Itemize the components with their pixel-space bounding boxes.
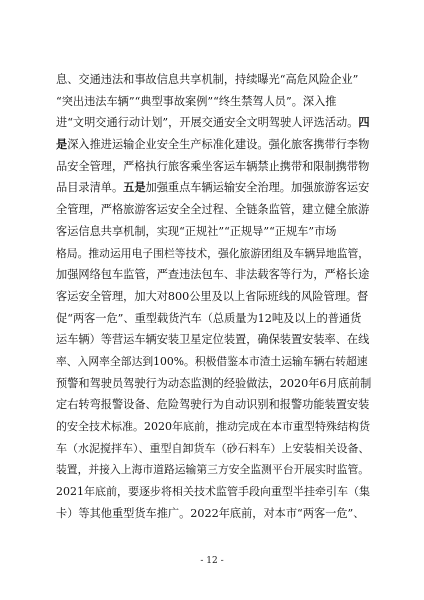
text-segment: 进“文明交通行动计划”，开展交通安全文明驾驶人评选活动。	[56, 116, 359, 130]
text-segment: 品目录清单。	[56, 181, 124, 195]
text-line	[56, 264, 372, 286]
body-text	[56, 69, 372, 524]
text-segment: 品安全管理，严格执行旅客乘坐客运车辆禁止携带和限制携带物	[56, 159, 370, 173]
text-line	[56, 459, 372, 481]
text-segment: 定右转弯报警设备、危险驾驶行为自动识别和报警功能装置安装	[56, 398, 370, 412]
text-line	[56, 134, 372, 156]
text-segment: 客运信息共享机制，实现“正规社”“正规导”“正规车”市场	[56, 224, 337, 238]
text-segment: 加强网络包车监管，严查违法包车、非法载客等行为，严格长途	[56, 268, 370, 282]
text-line	[56, 308, 372, 330]
text-line	[56, 91, 372, 113]
text-line	[56, 243, 372, 265]
text-line	[56, 438, 372, 460]
text-line	[56, 156, 372, 178]
text-segment: 车（水泥搅拌车）、重型自卸货车（砂石料车）上安装相关设备、	[56, 441, 370, 455]
text-segment: 率、入网率全部达到100%。积极借鉴本市渣土运输车辆右转超速	[56, 354, 368, 368]
text-line	[56, 286, 372, 308]
text-line	[56, 177, 372, 199]
page-number: - 12 -	[200, 556, 224, 566]
text-line	[56, 329, 372, 351]
text-line	[56, 481, 372, 503]
bold-text-segment: 是	[56, 137, 68, 152]
text-segment: 加强重点车辆运输安全治理。加强旅游客运安	[145, 181, 370, 195]
text-segment: 息、交通违法和事故信息共享机制，持续曝光“高危风险企业”	[56, 73, 359, 86]
text-segment: 运车辆）等营运车辆安装卫星定位装置，确保装置安装率、在线	[56, 333, 370, 347]
text-line	[56, 69, 372, 91]
text-segment: 全管理，严格旅游客运安全全过程、全链条监管，建立健全旅游	[56, 203, 370, 217]
text-line	[56, 221, 372, 243]
text-segment: 装置，并接入上海市道路运输第三方安全监测平台开展实时监管。	[56, 463, 370, 477]
text-line	[56, 351, 372, 373]
text-segment: 格局。推动运用电子围栏等技术，强化旅游团组及车辆异地监管，	[56, 246, 370, 260]
text-segment: 预警和驾驶员驾驶行为动态监测的经验做法，2020年6月底前制	[56, 376, 372, 390]
text-line	[56, 503, 372, 525]
text-segment: 客运安全管理，加大对800公里及以上省际班线的风险管理。督	[56, 289, 369, 303]
text-segment: 的安全技术标准。2020年底前，推动完成在本市重型特殊结构货	[56, 420, 370, 433]
text-segment: 深入推进运输企业安全生产标准化建设。强化旅客携带行李物	[67, 138, 370, 152]
bold-text-segment: 五是	[123, 180, 146, 195]
text-line	[56, 373, 372, 395]
text-line	[56, 394, 372, 416]
text-segment: 促“两客一危”、重型载货汽车（总质量为12吨及以上的普通货	[56, 311, 362, 325]
bold-text-segment: 四	[358, 115, 370, 130]
text-line	[56, 416, 372, 438]
text-segment: “突出违法车辆”“典型事故案例”“终生禁驾人员”。深入推	[56, 94, 337, 108]
text-segment: 卡）等其他重型货车推广。2022年底前，对本市“两客一危”、	[56, 506, 365, 520]
text-segment: 2021年底前，要逐步将相关技术监管手段向重型半挂牵引车（集	[56, 485, 370, 499]
text-line	[56, 199, 372, 221]
text-line	[56, 112, 372, 134]
